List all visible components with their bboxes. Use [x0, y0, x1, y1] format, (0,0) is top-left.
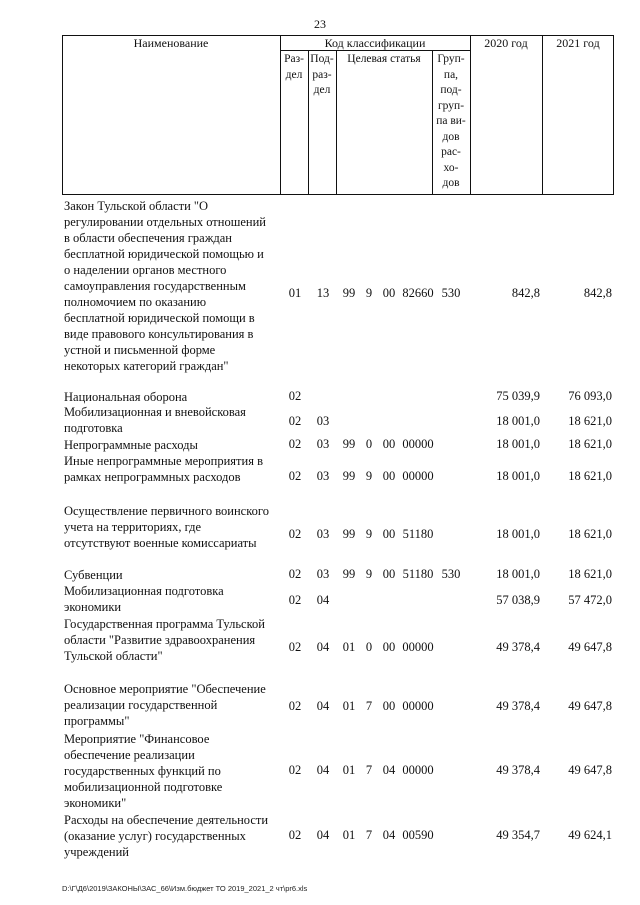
header-year-2020: 2020 год: [484, 36, 528, 50]
row-name: Осуществление первичного воинского учета на территориях, где отсутствуют военные комиссариаты: [64, 504, 269, 550]
row-2020: 842,8: [511, 286, 540, 300]
row-2020: 75 039,9: [496, 389, 540, 403]
row-razdel: 02: [288, 469, 302, 483]
table-row: [62, 583, 614, 617]
row-target-a: 99: [342, 527, 356, 541]
row-podrazdel: 04: [316, 699, 330, 713]
row-target-a: 99: [342, 567, 356, 581]
row-target-a: 99: [342, 286, 356, 300]
row-2021: 49 624,1: [568, 828, 612, 842]
row-razdel: 01: [288, 286, 302, 300]
header-group: Груп- па, под- груп- па ви- дов рас- хо- дов: [436, 53, 466, 189]
row-razdel: 02: [288, 763, 302, 777]
row-razdel: 02: [288, 414, 302, 428]
row-razdel: 02: [288, 567, 302, 581]
table-row: [62, 503, 614, 553]
row-target-e: 00000: [402, 699, 434, 713]
row-razdel: 02: [288, 527, 302, 541]
row-podrazdel: 04: [316, 763, 330, 777]
row-2020: 49 378,4: [496, 763, 540, 777]
header-podrazdel: Под- раз- дел: [310, 53, 334, 96]
row-target-d: 00: [382, 469, 396, 483]
row-2020: 18 001,0: [496, 437, 540, 451]
row-target-d: 00: [382, 286, 396, 300]
row-2020: 18 001,0: [496, 469, 540, 483]
row-podrazdel: 13: [316, 286, 330, 300]
col-divider: [336, 50, 337, 195]
row-razdel: 02: [288, 593, 302, 607]
row-2020: 49 378,4: [496, 640, 540, 654]
page-number: 23: [314, 17, 326, 31]
header-right-line: [613, 35, 614, 195]
row-razdel: 02: [288, 437, 302, 451]
row-2021: 49 647,8: [568, 763, 612, 777]
row-2021: 18 621,0: [568, 437, 612, 451]
table-row: [62, 812, 614, 862]
table-row: [62, 616, 614, 666]
row-2021: 49 647,8: [568, 640, 612, 654]
row-target-d: 04: [382, 763, 396, 777]
row-target-b: 9: [365, 286, 373, 300]
row-target-a: 01: [342, 699, 356, 713]
row-target-b: 0: [365, 437, 373, 451]
row-podrazdel: 04: [316, 593, 330, 607]
row-target-b: 0: [365, 640, 373, 654]
row-target-b: 9: [365, 527, 373, 541]
row-2021: 842,8: [583, 286, 612, 300]
header-name: Наименование: [133, 36, 209, 50]
row-podrazdel: 03: [316, 469, 330, 483]
row-target-b: 7: [365, 763, 373, 777]
row-razdel: 02: [288, 389, 302, 403]
row-target-e: 51180: [402, 567, 434, 581]
row-name: Мероприятие "Финансовое обеспечение реализации государственных функций по мобилизационной подготовке экономики": [64, 732, 223, 810]
row-target-b: 7: [365, 699, 373, 713]
col-divider: [542, 35, 543, 195]
row-name: Непрограммные расходы: [64, 438, 198, 452]
row-target-e: 00590: [402, 828, 434, 842]
row-2021: 18 621,0: [568, 414, 612, 428]
row-target-a: 01: [342, 828, 356, 842]
row-name: Национальная оборона: [64, 390, 188, 404]
table-row: [62, 731, 614, 813]
row-target-a: 01: [342, 640, 356, 654]
row-2020: 49 354,7: [496, 828, 540, 842]
header-bottom-line: [62, 194, 614, 195]
header-left-line: [62, 35, 63, 195]
table-row: [62, 198, 614, 378]
row-target-e: 00000: [402, 763, 434, 777]
row-razdel: 02: [288, 828, 302, 842]
row-target-b: 7: [365, 828, 373, 842]
row-target-d: 00: [382, 640, 396, 654]
row-target-b: 9: [365, 469, 373, 483]
row-name: Мобилизационная и вневойсковая подготовка: [64, 405, 246, 435]
header-razdel: Раз- дел: [284, 53, 304, 81]
row-target-a: 99: [342, 437, 356, 451]
row-podrazdel: 04: [316, 828, 330, 842]
row-2021: 18 621,0: [568, 567, 612, 581]
row-group: 530: [441, 286, 461, 300]
row-target-e: 51180: [402, 527, 434, 541]
row-2020: 18 001,0: [496, 527, 540, 541]
table-row: [62, 404, 614, 438]
row-name: Закон Тульской области "О регулировании отдельных отношений в области обеспечения граждан бесплатной юридической помощью и о наделении органов местного самоуправления государственным полномочием по оказанию бесплатной юридической помощи в виде правового консультирования в устной и письменной форме некоторых категорий граждан": [64, 199, 266, 373]
row-2020: 57 038,9: [496, 593, 540, 607]
row-podrazdel: 03: [316, 437, 330, 451]
row-2021: 49 647,8: [568, 699, 612, 713]
row-2020: 18 001,0: [496, 567, 540, 581]
row-podrazdel: 03: [316, 527, 330, 541]
header-year-2021: 2021 год: [556, 36, 600, 50]
row-target-d: 04: [382, 828, 396, 842]
footer-file-path: D:\Г\Д6\2019\ЗАКОНЫ\ЗАС_66\Изм.бюджет ТО 2019_2021_2 чт\pr6.xls: [62, 884, 308, 893]
header-target: Целевая статья: [347, 53, 421, 65]
row-target-d: 00: [382, 567, 396, 581]
col-divider: [470, 35, 471, 195]
row-target-e: 00000: [402, 437, 434, 451]
row-podrazdel: 04: [316, 640, 330, 654]
row-name: Основное мероприятие "Обеспечение реализации государственной программы": [64, 682, 266, 728]
row-razdel: 02: [288, 699, 302, 713]
row-name: Государственная программа Тульской области "Развитие здравоохранения Тульской области": [64, 617, 265, 663]
header-code: Код классификации: [324, 36, 426, 50]
row-2020: 49 378,4: [496, 699, 540, 713]
row-2021: 18 621,0: [568, 527, 612, 541]
row-target-a: 01: [342, 763, 356, 777]
row-2021: 57 472,0: [568, 593, 612, 607]
row-podrazdel: 03: [316, 567, 330, 581]
table-row: [62, 681, 614, 731]
row-razdel: 02: [288, 640, 302, 654]
row-target-d: 00: [382, 699, 396, 713]
row-name: Субвенции: [64, 568, 123, 582]
row-2021: 76 093,0: [568, 389, 612, 403]
table-row: [62, 453, 614, 487]
row-name: Иные непрограммные мероприятия в рамках непрограммных расходов: [64, 454, 263, 484]
row-target-e: 00000: [402, 640, 434, 654]
row-name: Расходы на обеспечение деятельности (оказание услуг) государственных учреждений: [64, 813, 269, 859]
row-2020: 18 001,0: [496, 414, 540, 428]
row-target-b: 9: [365, 567, 373, 581]
row-group: 530: [441, 567, 461, 581]
row-target-e: 00000: [402, 469, 434, 483]
row-name: Мобилизационная подготовка экономики: [64, 584, 224, 614]
row-2021: 18 621,0: [568, 469, 612, 483]
row-podrazdel: 03: [316, 414, 330, 428]
row-target-e: 82660: [402, 286, 434, 300]
table-header: [62, 35, 614, 195]
row-target-d: 00: [382, 527, 396, 541]
row-target-a: 99: [342, 469, 356, 483]
row-target-d: 00: [382, 437, 396, 451]
